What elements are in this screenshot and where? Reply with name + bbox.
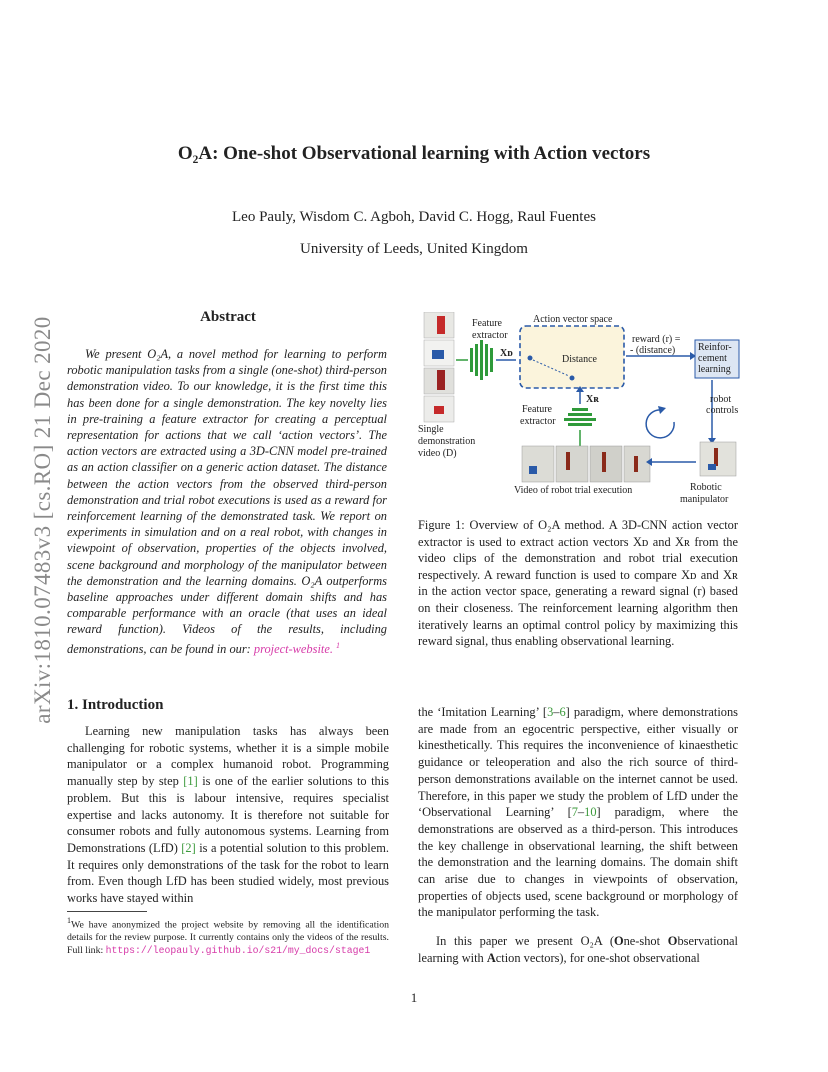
footnote-marker[interactable]: 1: [336, 640, 341, 650]
figure-1: [412, 312, 752, 512]
robot-controls-label-2: controls: [706, 405, 739, 416]
affiliation: University of Leeds, United Kingdom: [300, 241, 528, 257]
footnote-divider: [67, 911, 147, 912]
author-list: Leo Pauly, Wisdom C. Agboh, David C. Hogg, Raul Fuentes: [232, 209, 596, 225]
feature-extractor-bottom-icon: [564, 408, 596, 426]
citation-7[interactable]: 7: [571, 805, 578, 820]
action-space-label: Action vector space: [533, 314, 613, 325]
feature-extractor-top-label-1: Feature: [472, 318, 502, 329]
citation-1[interactable]: [1]: [183, 774, 198, 789]
xd-point: [528, 356, 533, 361]
demo-frames: [424, 312, 454, 422]
trial-video-label: Video of robot trial execution: [514, 485, 633, 496]
footnote: $^1$We have anonymized the project website by removing all the identification details for the review purpose. It currently contains only the videos of the results. Full link: https://leopauly.github.io/s21/my_docs/stage1: [67, 916, 389, 957]
abstract-body: [67, 346, 387, 657]
trial-frames: [522, 446, 650, 482]
feature-extractor-bottom-label-1: Feature: [522, 404, 552, 415]
xr-point: [570, 376, 575, 381]
feature-extractor-bottom-label-2: extractor: [520, 416, 556, 427]
distance-label: Distance: [562, 354, 597, 365]
xr-label: Xʀ: [586, 394, 599, 405]
footnote-url-link[interactable]: https://leopauly.github.io/s21/my_docs/stage1: [105, 945, 371, 957]
page-number: 1: [410, 990, 418, 1005]
citation-10[interactable]: 10: [584, 805, 597, 820]
intro-paragraph-right-2: In this paper we present O₂A (One-shot Observational learning with Action vectors), for one-shot observational: [418, 934, 738, 965]
xd-label: Xᴅ: [500, 348, 513, 359]
single-demo-label-1: Single: [418, 424, 444, 435]
citation-2[interactable]: [2]: [181, 840, 196, 855]
project-website-link[interactable]: project-website.: [253, 641, 333, 656]
overview-diagram: [412, 312, 752, 512]
feature-extractor-top-label-2: extractor: [472, 330, 508, 341]
feature-extractor-top-icon: [470, 340, 493, 380]
citation-3[interactable]: 3: [547, 705, 554, 719]
rl-label-3: learning: [698, 364, 731, 375]
reward-label-2: - (distance): [630, 345, 676, 356]
reward-label-1: reward (r) =: [632, 334, 681, 345]
robotic-manipulator-label-2: manipulator: [680, 494, 729, 505]
iteration-cycle-icon: [646, 410, 674, 438]
robot-controls-label-1: robot: [710, 394, 732, 405]
rl-label-1: Reinfor-: [698, 342, 732, 353]
single-demo-label-2: demonstration: [418, 436, 476, 447]
intro-paragraph-left: Learning new manipulation tasks has always been challenging for robotic systems, whether it is a simple mobile manipulator or a complex humanoid robot. Programming manually step by step [1] is one of the earlier solutions to this problem. But this is labour intensive, requires specialist expertise and lacks autonomy. It is therefore not suitable for consumer robots and fully autonomous systems. Learning from Demonstrations (LfD) [2] is a potential solution to this problem. It requires only demonstrations of the task for the robot to learn from. Even though LfD has been studied widely, most previous works have stayed within: [67, 724, 389, 906]
paper-title: O₂A: One-shot Observational learning with Action vectors: [177, 143, 651, 164]
intro-paragraph-right-1: the ‘Imitation Learning’ [3–6] paradigm, where demonstrations are made from an egocentric perspective, either visually or kinesthetically. This requires the inconvenience of kinaesthetic guidance or teleoperation and also the rich source of third-person demonstrations available on the internet cannot be used. Therefore, in this paper we study the problem of LfD under the ‘Observational Learning’ [7–10] paradigm, where the demonstrations are observed as a third-person. This introduces the key challenge in observational learning, the shift between the demonstration and the learning domains. The domain shift can arise due to changes in viewpoints of observation, properties of objects used, scene background or morphology of the manipulator performing the task.: [418, 705, 738, 920]
robotic-manipulator-label-1: Robotic: [690, 482, 722, 493]
single-demo-label-3: video (D): [418, 448, 457, 459]
figure-caption: Figure 1: Overview of O₂A method. A 3D-CNN action vector extractor is used to extract action vectors Xᴅ and Xʀ from the video clips of the demonstration and robot trial execution respectively. A reward function is used to compare Xᴅ and Xʀ in the action vector space, generating a reward signal (r) based on their closeness. The reinforcement learning algorithm then iteratively learns an optimal control policy by maximizing this reward signal, thus enabling observational learning.: [418, 518, 738, 649]
arxiv-stamp: arXiv:1810.07483v3 [cs.RO] 21 Dec 2020: [30, 316, 55, 724]
robot-manipulator-image: [700, 442, 736, 476]
abstract-heading: Abstract: [200, 309, 256, 325]
rl-label-2: cement: [698, 353, 727, 364]
section-heading-introduction: 1. Introduction: [67, 697, 164, 713]
citation-6[interactable]: 6: [559, 705, 566, 719]
abstract-text: We present O₂A, a novel method for learning to perform robotic manipulation tasks from a single (one-shot) third-person demonstration video. To our knowledge, it is the first time this has been done for a single demonstration. The key novelty lies in pre-training a feature extractor for creating a perceptual representation for actions that we call ‘action vectors’. The action vectors are extracted using a 3D-CNN model pre-trained as an action classifier on a generic action dataset. The distance between the action vectors from the observed third-person demonstration and trial robot executions is used as a reward for reinforcement learning of the demonstrated task. We report on experiments in simulation and on a real robot, with changes in viewpoint of observation, properties of the objects involved, scene background and morphology of the manipulator between the demonstration and the learning domains. O₂A outperforms baseline approaches under different domain shifts and has comparable performance with an oracle (that uses an ideal reward function). Videos of the results, including demonstrations, can be found in our:: [67, 347, 387, 656]
